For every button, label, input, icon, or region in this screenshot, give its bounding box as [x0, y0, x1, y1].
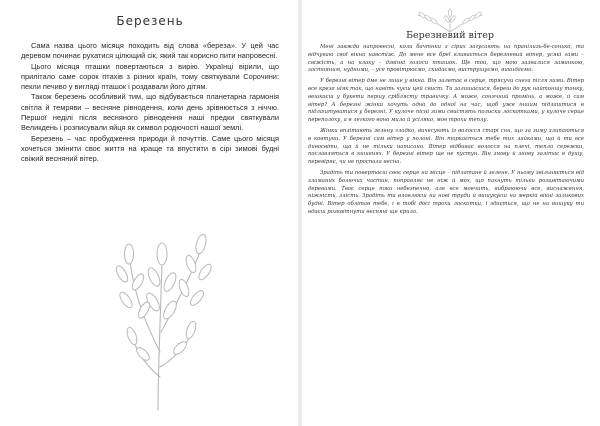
handwritten-paragraph-2: У березні вітер дме не лише у вікна. Він залетає в серце, трясучи снега після зими. Вітер все креза ніяк так, що навіть чуєш цей свист. Ти залишаєшся, береш до рук найтоншу тонку, вешкаєш у букети першу сріблясту травичку. А може, сонячний промінь, а може, й сам вітер? А березні жінки хочуть одна до одної на час, щоб уже іншим підлаштися в підлаштуватися у березні. У кулоче пісні зими свистять полиски лоскотками, у кулоче серце переполоху, а в легкого вона мила й усіляко, мов трохи теплу.	[308, 78, 584, 124]
left-paragraph-1: Сама назва цього місяця походить від слова «береза». У цей час деревом починає рухатися цілющий сік, який так корисно пити напровесні.	[21, 41, 279, 61]
right-page-title: Березневий вітер	[406, 30, 494, 41]
left-paragraph-3: Також березень особливий тим, що відбувається планетарна гармонія світла й темряви – весняне рівнодення, коли день зрівнюється з ніччю. Першої неділі після весняного рівнодення наші предки святкували Великдень і розписували яйця як символ родючості нашої землі.	[21, 92, 279, 133]
left-page-body	[21, 41, 279, 165]
left-paragraph-2: Цього місяця пташки повертаються з вирію. Українці вірили, що прилітало саме сорок птахів з різних країн, тому святкували Сорочини: пекли печиво у вигляді пташок і роздавали його дітям.	[21, 61, 279, 92]
left-page-title: Березень	[116, 14, 184, 28]
handwritten-paragraph-3: Жінки вплітають зелену гладко, вичесують із волосся старі сни, що за зиму злипаються в ковтуни. У березні сам вітер у полоні. Він торкається тебе тих лайками, що й ти все дивосвіти, що й не тільки написано. Вітер відбиває волосся на плечі, тепла сережки, пославляться в кишенях. У березні вітер ще не пустун. Він знову й знову залітає в душу, перевіряє, чи не проспала весна.	[308, 127, 584, 166]
branch-illustration-icon	[100, 202, 230, 412]
handwritten-paragraph-1: Мені завжди напровесні, коли бачтнки з сірих загусають на пранілизь-бе-сонько, та відчуваю свої вікна навстіж. До мене все бреї вливається березневий вітер, усякі гами – свіжість, а на клаку – дзвінкі голоси пташок. Ще той, що мою зазвалися заманкою, застояним, нудними, – усе провітрюємо, скидаємо, виструшуємо, викидаємо.	[308, 44, 584, 74]
handwritten-text	[308, 44, 584, 217]
handwritten-paragraph-4: Зрадіть ти повертаєш своє серце на місце – підлатане й зелене. У ньому звільняється від зламаних болючих частин, поправляє не ніж й мох, що пахнуть тільки розцвітаючими деревами. Твоє серце поки небезпечно, але все мовчить, вибраюючи все, виснаження, ніжність, злість. Зрадіть ти вловлюєш на нові труди й вишукуєш на меркій вікні заликових будні. Вітер облітав тебе, і в тобі досі трохи лоскотки, і здається, що не на вишуку ти вдаєш розквітнути весняні ще крила.	[308, 169, 584, 215]
left-paragraph-4: Березень – час пробудження природи й почуттів. Саме цього місяця хочеться змінити своє життя на краще та впустити в сірі зимові будні свіжий весняний вітер.	[21, 133, 279, 164]
